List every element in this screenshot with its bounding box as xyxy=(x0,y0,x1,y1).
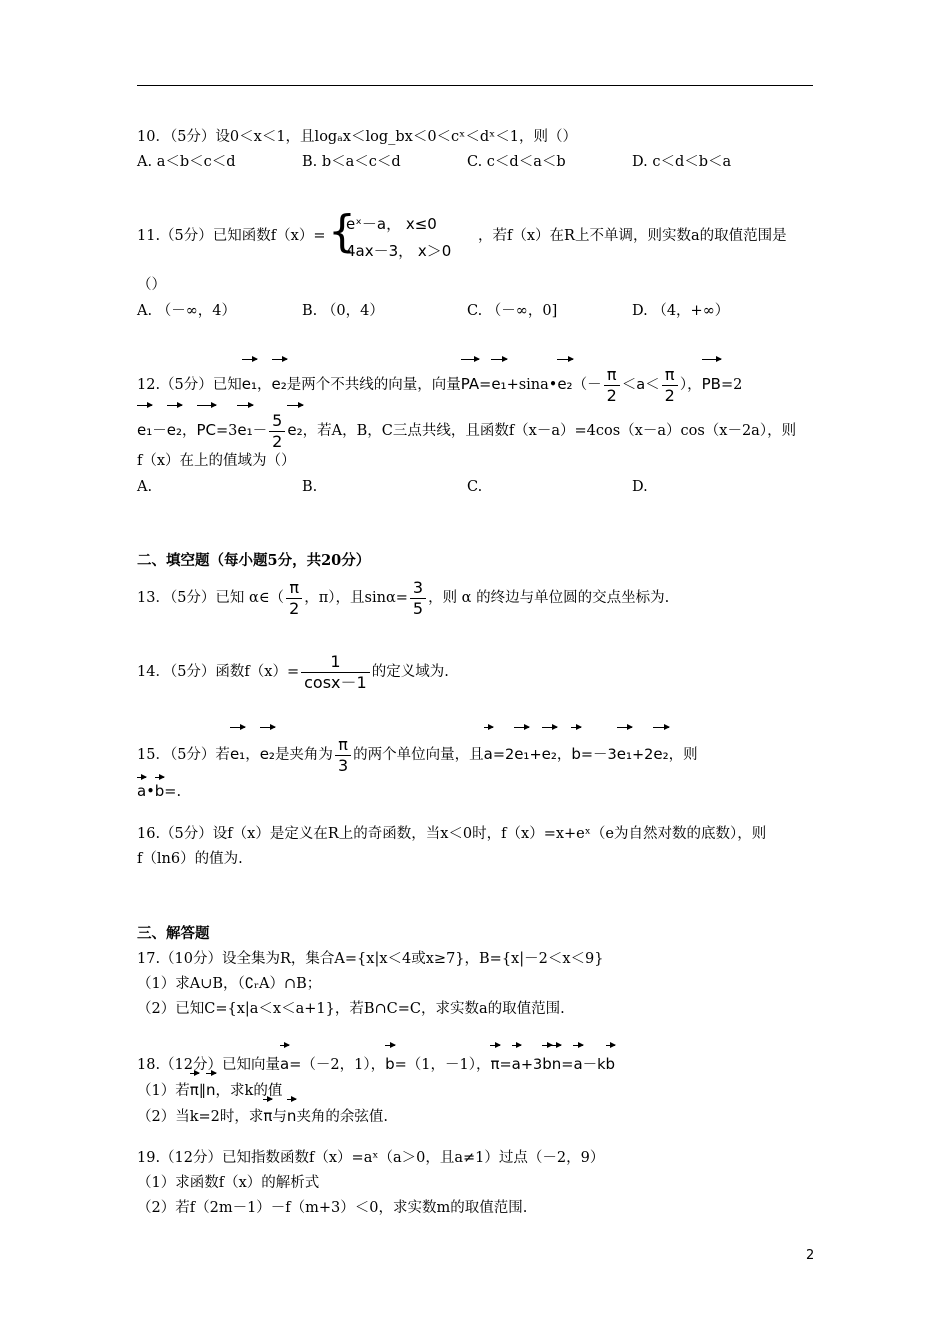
q12-line-2 xyxy=(137,402,796,452)
frac-num: π xyxy=(335,735,351,756)
vector-a: a xyxy=(137,774,146,800)
fraction-pi-over-2 xyxy=(286,578,302,619)
vector-e2: e₂ xyxy=(653,724,668,776)
q12-eq1: = xyxy=(479,377,492,393)
vector-b: b xyxy=(606,1042,616,1078)
q12-range-open: （－ xyxy=(572,377,602,393)
vector-n: n xyxy=(206,1070,216,1102)
q15-sep: ， xyxy=(556,747,572,763)
vector-n: n xyxy=(552,1042,562,1078)
frac-den: 2 xyxy=(664,385,675,405)
q10-option-d: D. c＜d＜b＜a xyxy=(632,154,732,170)
vector-e1: e₁ xyxy=(514,724,529,776)
q14-suffix: 的定义域为. xyxy=(371,664,449,680)
vector-e1: e₁ xyxy=(491,356,506,404)
frac-den: 3 xyxy=(337,755,349,775)
q11-prefix: 11.（5分）已知函数f（x）= xyxy=(137,228,326,244)
q15-mid1: 是夹角为 xyxy=(274,747,333,763)
q15-plus2: +2 xyxy=(632,747,654,763)
q12-eq2: =2 xyxy=(720,377,743,393)
q18-line3-pre: （2）当k=2时，求 xyxy=(137,1109,264,1125)
frac-num: π xyxy=(286,578,302,599)
q13-prefix: 13．（5分）已知 α∈（ xyxy=(137,590,285,606)
fraction-1-over-cosx-1 xyxy=(301,652,370,693)
vector-e2: e₂ xyxy=(167,402,182,450)
fraction-3-over-5 xyxy=(410,578,426,619)
q12-range-close: ）， xyxy=(679,377,702,393)
q18-line3-suf: 夹角的余弦值. xyxy=(296,1109,389,1125)
question-18-line-3 xyxy=(137,1096,388,1129)
question-16-line-1: 16.（5分）设f（x）是定义在R上的奇函数，当x＜0时，f（x）=x+eˣ（e为自然对数的底数），则 xyxy=(137,826,767,842)
vector-e1: e₁ xyxy=(242,356,257,404)
q12-option-b: B. xyxy=(302,479,318,495)
q18-plus3: +3 xyxy=(520,1057,543,1073)
frac-den: 2 xyxy=(606,385,617,405)
vector-pc: PC xyxy=(197,402,217,450)
vector-e2: e₂ xyxy=(542,724,557,776)
fraction-5-over-2 xyxy=(269,411,285,452)
q12-prefix: 12.（5分）已知 xyxy=(137,377,242,393)
vector-e2: e₂ xyxy=(287,402,302,450)
q10-option-b: B. b＜a＜c＜d xyxy=(302,154,401,170)
vector-e1: e₁ xyxy=(230,724,245,776)
section-answers-heading: 三、解答题 xyxy=(137,925,210,942)
fraction-pi-over-3 xyxy=(335,735,351,776)
q18-parallel: ∥ xyxy=(198,1083,207,1099)
question-15-line-1 xyxy=(137,724,698,777)
q11-paren: （） xyxy=(137,277,166,293)
frac-den: cosx－1 xyxy=(304,672,367,692)
q18-line2-suf: ，求k的值 xyxy=(215,1083,283,1099)
page-number: 2 xyxy=(806,1248,815,1263)
q11-option-c: C. （－∞，0] xyxy=(467,303,558,319)
vector-e2: e₂ xyxy=(260,724,275,776)
q13-mid: ，π），且sinα= xyxy=(304,590,408,606)
frac-den: 2 xyxy=(272,431,283,451)
q15-dot: • xyxy=(146,784,155,800)
vector-e1: e₁ xyxy=(617,724,632,776)
q12-condition: ，若A，B，C三点共线，且函数f（x－a）=4cos（x－a）cos（x－2a），则 xyxy=(302,423,797,439)
q12-option-a: A. xyxy=(137,479,153,495)
q18-eq: = xyxy=(561,1057,574,1073)
q12-mid: 是两个不共线的向量，向量 xyxy=(286,377,461,393)
q15-mid2: 的两个单位向量，且 xyxy=(353,747,484,763)
q11-option-d: D. （4，+∞） xyxy=(632,303,730,319)
frac-den: 2 xyxy=(289,598,300,618)
vector-b: b xyxy=(571,724,581,776)
vector-pa: PA xyxy=(461,356,479,404)
frac-num: 3 xyxy=(410,578,426,599)
vector-n: n xyxy=(287,1096,297,1128)
vector-a: a xyxy=(484,724,493,776)
q10-option-a: A. a＜b＜c＜d xyxy=(137,154,236,170)
vector-b: b xyxy=(542,1042,552,1078)
vector-e1: e₁ xyxy=(137,402,152,450)
vector-a: a xyxy=(512,1042,521,1078)
frac-num: π xyxy=(604,365,620,386)
q11-brace: { xyxy=(328,206,356,257)
q15-plus: + xyxy=(529,747,542,763)
vector-a: a xyxy=(573,1042,582,1078)
q15-a-eq: =2 xyxy=(492,747,515,763)
q15-prefix: 15．（5分）若 xyxy=(137,747,230,763)
q15-suffix: ，则 xyxy=(668,747,698,763)
frac-num: 1 xyxy=(301,652,370,673)
q18-minus-k: －k xyxy=(582,1057,606,1073)
frac-num: 5 xyxy=(269,411,285,432)
q11-suffix: ，若f（x）在R上不单调，则实数a的取值范围是 xyxy=(478,228,787,244)
q14-prefix: 14．（5分）函数f（x）= xyxy=(137,664,300,680)
q12-plus-sina: +sina• xyxy=(506,377,558,393)
vector-e2: e₂ xyxy=(557,356,572,404)
vector-b: b xyxy=(385,1042,395,1078)
question-19-line-1: 19.（12分）已知指数函数f（x）=aˣ（a＞0，且a≠1）过点（－2，9） xyxy=(137,1150,605,1166)
vector-pb: PB xyxy=(702,356,721,404)
vector-a: a xyxy=(280,1042,289,1078)
frac-num: π xyxy=(662,365,678,386)
question-15-line-2 xyxy=(137,774,181,801)
q12-eq3: =3 xyxy=(216,423,238,439)
question-14 xyxy=(137,650,449,694)
vector-b: b xyxy=(155,774,165,800)
vector-pi: π xyxy=(490,1042,499,1078)
q12-minus: － xyxy=(152,423,167,439)
question-19-line-3: （2）若f（2m－1）－f（m+3）＜0，求实数m的取值范围. xyxy=(137,1200,528,1216)
question-13 xyxy=(137,576,669,620)
q12-option-d: D. xyxy=(632,479,648,495)
vector-e1: e₁ xyxy=(237,402,252,450)
q12-line-1 xyxy=(137,356,742,406)
q15-b-eq: =－3 xyxy=(580,747,617,763)
q18-a-val: =（－2，1）， xyxy=(289,1057,386,1073)
vector-pi: π xyxy=(263,1096,272,1128)
q13-suffix: ，则 α 的终边与单位圆的交点坐标为. xyxy=(428,590,670,606)
q12-minus: － xyxy=(252,423,268,439)
q11-option-a: A. （－∞，4） xyxy=(137,303,236,319)
q11-piece-1: eˣ－a， x≤0 xyxy=(346,215,437,233)
question-19-line-2: （1）求函数f（x）的解析式 xyxy=(137,1175,320,1191)
vector-e2: e₂ xyxy=(272,356,287,404)
question-17-line-3: （2）已知C={x|a＜x＜a+1}，若B∩C=C，求实数a的取值范围. xyxy=(137,1001,565,1017)
question-16-line-2: f（ln6）的值为. xyxy=(137,851,243,867)
header-rule xyxy=(137,85,813,86)
q11-option-b: B. （0，4） xyxy=(302,303,384,319)
question-17-line-1: 17.（10分）设全集为R，集合A={x|x＜4或x≥7}，B={x|－2＜x＜9} xyxy=(137,951,604,967)
q11-piece-2: 4ax－3， x＞0 xyxy=(346,242,452,260)
q12-option-c: C. xyxy=(467,479,483,495)
q15-sep: ， xyxy=(245,747,260,763)
q12-inequality: ＜a＜ xyxy=(621,377,660,393)
q12-comma: ， xyxy=(257,377,272,393)
q18-eq: = xyxy=(499,1057,512,1073)
question-10: 10．（5分）设0＜x＜1，且logₐx＜log_bx＜0＜cˣ＜dˣ＜1，则（） xyxy=(137,129,577,145)
q18-with: 与 xyxy=(272,1109,287,1125)
fraction-pi-over-2 xyxy=(604,365,620,406)
q12-comma: ， xyxy=(182,423,197,439)
q18-prefix: 18.（12分）已知向量 xyxy=(137,1057,281,1073)
q15-end: =. xyxy=(164,784,182,800)
q18-line2-pre: （1）若 xyxy=(137,1083,190,1099)
fraction-pi-over-2 xyxy=(662,365,678,406)
q12-line-3: f（x）在上的值域为（） xyxy=(137,453,296,469)
frac-den: 5 xyxy=(412,598,424,618)
question-17-line-2: （1）求A∪B，（∁ᵣA）∩B； xyxy=(137,976,322,992)
q10-option-c: C. c＜d＜a＜b xyxy=(467,154,566,170)
vector-pi: π xyxy=(190,1070,199,1102)
section-fill-in-heading: 二、填空题（每小题5分，共20分） xyxy=(137,552,371,569)
q18-b-val: =（1，－1）， xyxy=(394,1057,491,1073)
